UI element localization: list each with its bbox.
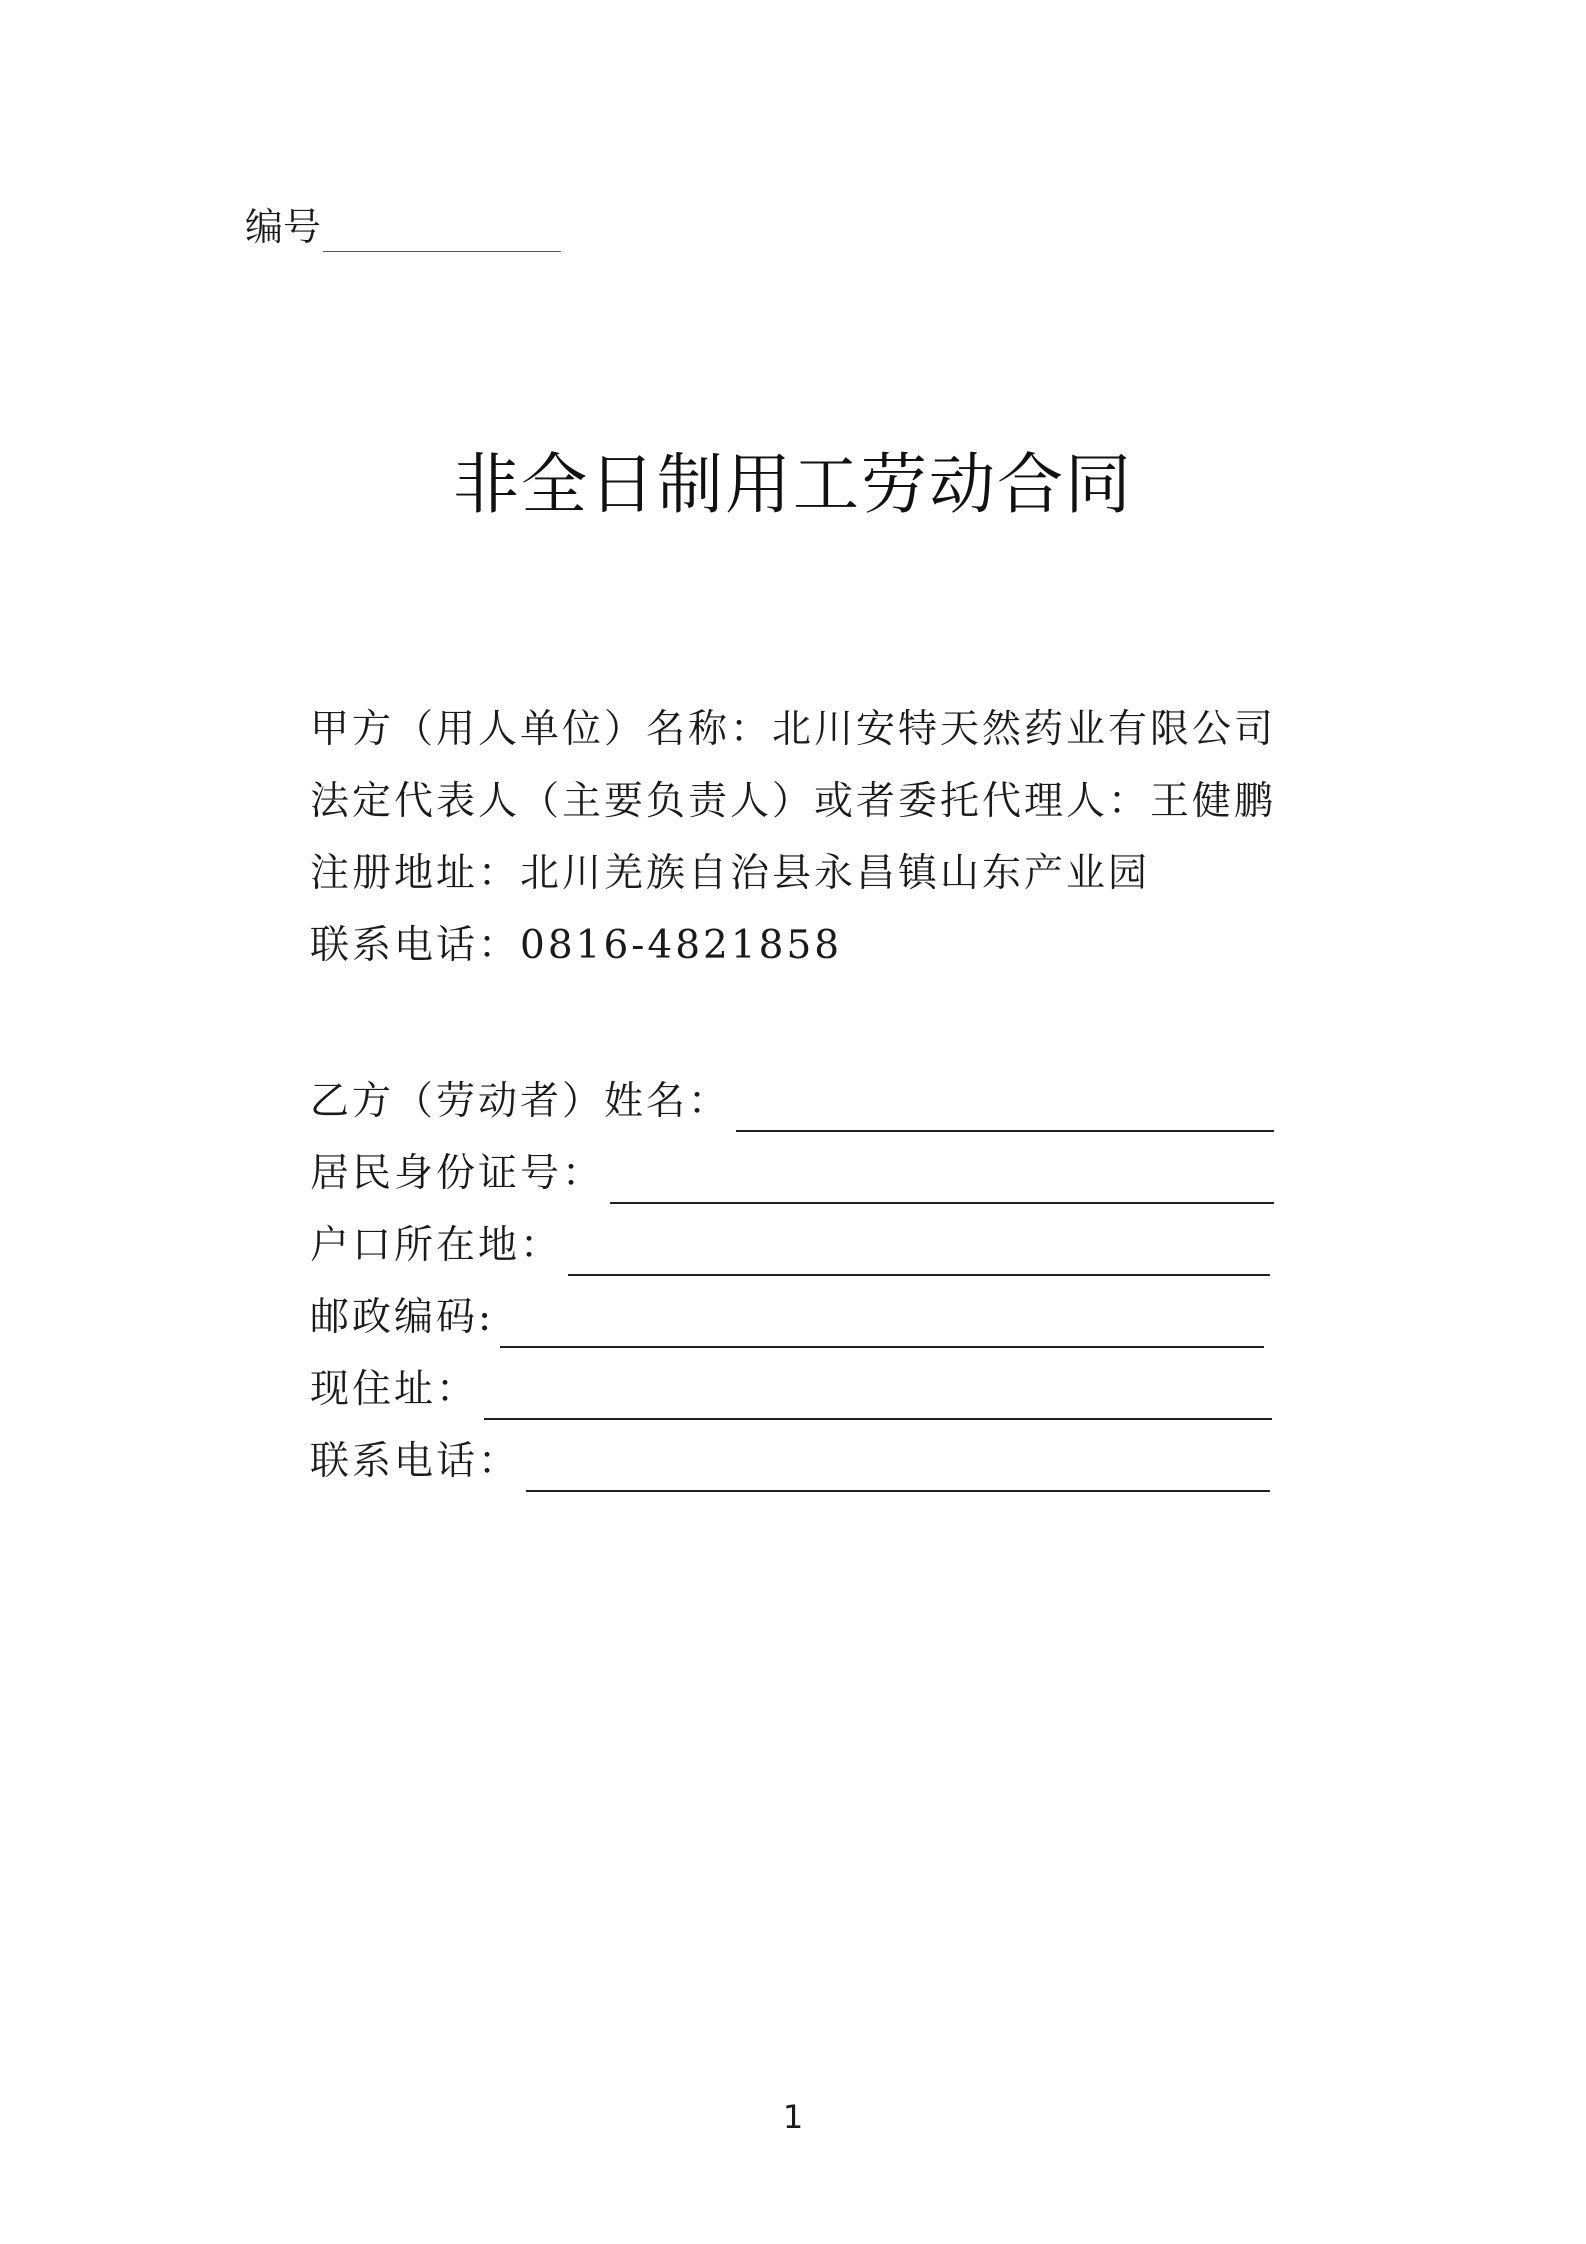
party-b-address-blank[interactable] [484, 1366, 1272, 1420]
party-b-phone-label: 联系电话： [310, 1439, 521, 1484]
party-b-section [310, 1060, 1260, 1492]
document-number-label: 编号 [245, 205, 322, 249]
document-number-blank[interactable] [323, 209, 561, 252]
party-b-id-blank[interactable] [610, 1150, 1274, 1204]
party-b-phone-blank[interactable] [526, 1438, 1270, 1492]
party-b-hukou-blank[interactable] [568, 1222, 1270, 1276]
party-b-postcode-row [310, 1276, 1260, 1348]
party-a-phone: 联系电话：0816-4821858 [310, 923, 843, 968]
party-b-name-label: 乙方（劳动者）姓名： [310, 1079, 731, 1124]
party-b-id-row [310, 1132, 1260, 1204]
party-b-name-blank[interactable] [736, 1078, 1274, 1132]
party-b-id-label: 居民身份证号： [310, 1151, 605, 1196]
party-a-name: 甲方（用人单位）名称：北川安特天然药业有限公司 [310, 707, 1277, 752]
party-b-address-label: 现住址： [310, 1367, 479, 1412]
party-b-phone-row [310, 1420, 1260, 1492]
party-a-section [310, 700, 1276, 988]
party-b-address-row [310, 1348, 1260, 1420]
party-b-hukou-row [310, 1204, 1260, 1276]
page-number: 1 [782, 2098, 804, 2136]
page-title: 非全日制用工劳动合同 [453, 446, 1133, 523]
party-b-postcode-label: 邮政编码: [310, 1295, 495, 1340]
party-a-representative: 法定代表人（主要负责人）或者委托代理人：王健鹏 [310, 779, 1277, 824]
document-number-field [245, 202, 561, 252]
party-b-hukou-label: 户口所在地： [310, 1223, 563, 1268]
party-a-address: 注册地址：北川羌族自治县永昌镇山东产业园 [310, 851, 1151, 896]
party-b-name-row [310, 1060, 1260, 1132]
party-b-postcode-blank[interactable] [500, 1294, 1264, 1348]
